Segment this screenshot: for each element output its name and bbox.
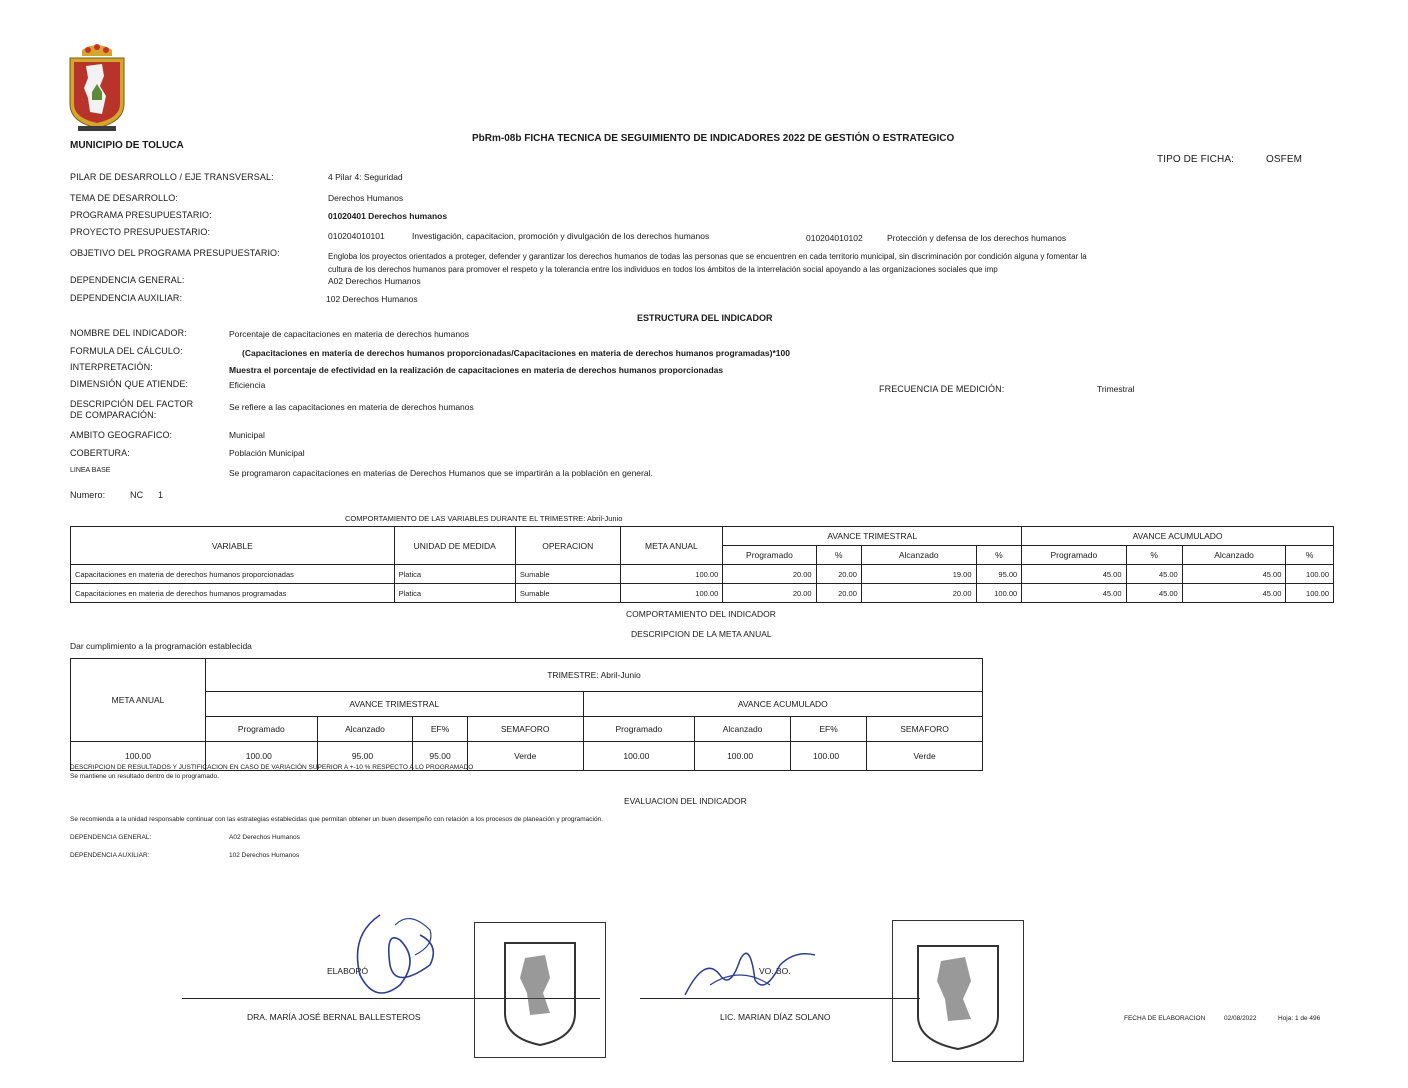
a-alc-pct-cell: 100.00	[1286, 584, 1334, 603]
eval-dep-auxiliar-value: 102 Derechos Humanos	[229, 852, 300, 859]
dep-auxiliar-label: DEPENDENCIA AUXILIAR:	[70, 293, 183, 303]
numero-label: Numero:	[70, 490, 106, 500]
evaluacion-heading: EVALUACION DEL INDICADOR	[624, 796, 747, 806]
page-number: Hoja: 1 de 496	[1278, 1015, 1321, 1022]
programa-value: 01020401 Derechos humanos	[328, 211, 448, 221]
elaboro-name: DRA. MARÍA JOSÉ BERNAL BALLESTEROS	[247, 1012, 421, 1022]
avance-trimestral-header: AVANCE TRIMESTRAL	[206, 692, 584, 717]
col-a-pct-2: %	[1286, 546, 1334, 565]
tema-value: Derechos Humanos	[328, 193, 404, 203]
nombre-label: NOMBRE DEL INDICADOR:	[70, 328, 187, 338]
evaluacion-text: Se recomienda a la unidad responsable continuar con las estrategias establecidas que permitan obtener un buen desempeño con relación a los procesos de planeación y programación.	[70, 816, 603, 823]
tipo-ficha-value: OSFEM	[1266, 154, 1303, 165]
comportamiento-subheading: DESCRIPCION DE LA META ANUAL	[631, 629, 772, 639]
t-alc-pct-cell: 95.00	[976, 565, 1022, 584]
objetivo-label: OBJETIVO DEL PROGRAMA PRESUPUESTARIO:	[70, 248, 280, 258]
operacion-cell: Sumable	[515, 584, 620, 603]
municipal-seal-logo	[66, 42, 128, 134]
ef-value: 95.00	[413, 742, 467, 771]
dimension-value: Eficiencia	[229, 380, 266, 390]
linea-base-label: LINEA BASE	[70, 467, 111, 474]
formula-value: (Capacitaciones en materia de derechos humanos proporcionadas/Capacitaciones en materia de derechos humanos programadas)*100	[242, 348, 790, 358]
a-alc-cell: 45.00	[1182, 565, 1286, 584]
col-unidad: UNIDAD DE MEDIDA	[394, 527, 515, 565]
interpretacion-value: Muestra el porcentaje de efectividad en la realización de capacitaciones en materia de derechos humanos proporcionadas	[229, 365, 724, 375]
col-t-pct-1: %	[816, 546, 861, 565]
col-avance-acumulado: AVANCE ACUMULADO	[1022, 527, 1334, 546]
variable-cell: Capacitaciones en materia de derechos humanos proporcionadas	[71, 565, 395, 584]
col-a-programado: Programado	[1022, 546, 1126, 565]
objetivo-line-2: cultura de los derechos humanos para promover el respeto y la tolerancia entre los individuos en todos los ámbitos de la interrelación social apoyando a las organizaciones sociales que imp	[328, 265, 998, 274]
col-t-programado: Programado	[723, 546, 816, 565]
proyecto-code-2: 010204010102	[806, 233, 863, 243]
col-ef: EF%	[413, 717, 467, 742]
col-programado-acum: Programado	[583, 717, 695, 742]
col-a-alcanzado: Alcanzado	[1182, 546, 1286, 565]
numero-value: NC	[130, 490, 144, 500]
a-prog-cell: 45.00	[1022, 584, 1126, 603]
table-row	[71, 584, 1334, 603]
col-alcanzado: Alcanzado	[317, 717, 413, 742]
formula-label: FORMULA DEL CÁLCULO:	[70, 346, 183, 356]
col-a-pct-1: %	[1126, 546, 1182, 565]
meta-anual-value: 100.00	[71, 742, 206, 771]
interpretacion-label: INTERPRETACIÓN:	[70, 362, 153, 372]
desc-resultados-label: DESCRIPCION DE RESULTADOS Y JUSTIFICACION EN CASO DE VARIACIÓN SUPERIOR A +-10 % RESPECTO A LO PROGRAMADO	[70, 764, 474, 771]
estructura-heading: ESTRUCTURA DEL INDICADOR	[637, 313, 773, 323]
cobertura-value: Población Municipal	[229, 448, 305, 458]
t-prog-cell: 20.00	[723, 565, 816, 584]
col-ef-acum: EF%	[790, 717, 866, 742]
col-programado: Programado	[206, 717, 318, 742]
dep-general-label: DEPENDENCIA GENERAL:	[70, 275, 185, 285]
a-alc-pct-cell: 100.00	[1286, 565, 1334, 584]
tema-label: TEMA DE DESARROLLO:	[70, 193, 178, 203]
meta-anual-header: META ANUAL	[71, 659, 206, 742]
col-meta: META ANUAL	[620, 527, 723, 565]
dep-auxiliar-value: 102 Derechos Humanos	[326, 294, 418, 304]
t-prog-pct-cell: 20.00	[816, 565, 861, 584]
tipo-ficha-label: TIPO DE FICHA:	[1157, 154, 1234, 165]
t-alc-cell: 20.00	[861, 584, 976, 603]
col-variable: VARIABLE	[71, 527, 395, 565]
col-semaforo-acum: SEMAFORO	[867, 717, 983, 742]
semaforo-acum-value: Verde	[867, 742, 983, 771]
signature-vobo-icon	[680, 935, 820, 1005]
ef-acum-value: 100.00	[790, 742, 866, 771]
a-prog-pct-cell: 45.00	[1126, 584, 1182, 603]
dep-general-value: A02 Derechos Humanos	[328, 276, 421, 286]
frecuencia-value: Trimestral	[1097, 384, 1135, 394]
t-prog-pct-cell: 20.00	[816, 584, 861, 603]
alcanzado-acum-value: 100.00	[695, 742, 791, 771]
linea-base-value: Se programaron capacitaciones en materias de Derechos Humanos que se impartirán a la población en general.	[229, 468, 653, 478]
semaforo-value: Verde	[467, 742, 583, 771]
nombre-value: Porcentaje de capacitaciones en materia de derechos humanos	[229, 329, 470, 339]
ambito-value: Municipal	[229, 430, 265, 440]
frecuencia-label: FRECUENCIA DE MEDICIÓN:	[879, 384, 1005, 394]
numero-num: 1	[158, 490, 164, 500]
vobo-name: LIC. MARIAN DÍAZ SOLANO	[720, 1012, 831, 1022]
dimension-label: DIMENSIÓN QUE ATIENDE:	[70, 379, 189, 389]
proyecto-value-2: Protección y defensa de los derechos humanos	[887, 233, 1067, 243]
elaboro-label: ELABORÓ	[327, 966, 369, 976]
unidad-cell: Platica	[394, 565, 515, 584]
col-t-pct-2: %	[976, 546, 1022, 565]
programa-label: PROGRAMA PRESUPUESTARIO:	[70, 210, 212, 220]
cobertura-label: COBERTURA:	[70, 448, 130, 458]
variables-caption: COMPORTAMIENTO DE LAS VARIABLES DURANTE EL TRIMESTRE: Abril-Junio	[345, 514, 623, 523]
trimestre-header: TRIMESTRE: Abril-Junio	[206, 659, 983, 692]
col-alcanzado-acum: Alcanzado	[695, 717, 791, 742]
page-title: PbRm-08b FICHA TECNICA DE SEGUIMIENTO DE INDICADORES 2022 DE GESTIÓN O ESTRATEGICO	[472, 133, 955, 144]
signature-elaboro-icon	[340, 905, 450, 1015]
desc-resultados-value: Se mantiene un resultado dentro de lo programado.	[70, 773, 219, 780]
objetivo-line-1: Engloba los proyectos orientados a proteger, defender y garantizar los derechos humanos de todas las personas que se encuentren en cada territorio municipal, sin discriminación por condición alguna y fomentar la	[328, 252, 1087, 261]
col-t-alcanzado: Alcanzado	[861, 546, 976, 565]
unidad-cell: Platica	[394, 584, 515, 603]
fecha-elaboracion-label: FECHA DE ELABORACION	[1124, 1015, 1206, 1022]
meta-cell: 100.00	[620, 565, 723, 584]
variable-cell: Capacitaciones en materia de derechos humanos programadas	[71, 584, 395, 603]
col-semaforo: SEMAFORO	[467, 717, 583, 742]
programado-value: 100.00	[206, 742, 318, 771]
meta-description: Dar cumplimiento a la programación establecida	[70, 641, 252, 651]
programado-acum-value: 100.00	[583, 742, 695, 771]
table-row	[71, 565, 1334, 584]
fecha-elaboracion-value: 02/08/2022	[1224, 1015, 1257, 1022]
a-prog-pct-cell: 45.00	[1126, 565, 1182, 584]
pilar-value: 4 Pilar 4: Seguridad	[328, 172, 403, 182]
official-stamp-right	[892, 920, 1024, 1062]
municipality-name: MUNICIPIO DE TOLUCA	[70, 140, 184, 151]
a-prog-cell: 45.00	[1022, 565, 1126, 584]
descripcion-label-1: DESCRIPCIÓN DEL FACTOR	[70, 399, 194, 409]
proyecto-label: PROYECTO PRESUPUESTARIO:	[70, 227, 211, 237]
a-alc-cell: 45.00	[1182, 584, 1286, 603]
proyecto-code: 010204010101	[328, 231, 385, 241]
variables-table	[70, 526, 1334, 603]
t-prog-cell: 20.00	[723, 584, 816, 603]
vobo-label: VO. BO.	[759, 966, 791, 976]
comportamiento-heading: COMPORTAMIENTO DEL INDICADOR	[626, 609, 776, 619]
alcanzado-value: 95.00	[317, 742, 413, 771]
ambito-label: AMBITO GEOGRAFICO:	[70, 430, 173, 440]
descripcion-label-2: DE COMPARACIÓN:	[70, 410, 157, 420]
proyecto-value: Investigación, capacitacion, promoción y divulgación de los derechos humanos	[412, 231, 710, 241]
pilar-label: PILAR DE DESARROLLO / EJE TRANSVERSAL:	[70, 172, 274, 182]
eval-dep-auxiliar-label: DEPENDENCIA AUXILIAR:	[70, 852, 150, 859]
operacion-cell: Sumable	[515, 565, 620, 584]
t-alc-pct-cell: 100.00	[976, 584, 1022, 603]
eval-dep-general-label: DEPENDENCIA GENERAL:	[70, 834, 152, 841]
col-avance-trimestral: AVANCE TRIMESTRAL	[723, 527, 1022, 546]
t-alc-cell: 19.00	[861, 565, 976, 584]
meta-anual-table	[70, 658, 983, 771]
eval-dep-general-value: A02 Derechos Humanos	[229, 834, 300, 841]
avance-acumulado-header: AVANCE ACUMULADO	[583, 692, 982, 717]
meta-cell: 100.00	[620, 584, 723, 603]
col-operacion: OPERACION	[515, 527, 620, 565]
official-stamp-left	[474, 922, 606, 1058]
descripcion-value: Se refiere a las capacitaciones en materia de derechos humanos	[229, 402, 474, 412]
